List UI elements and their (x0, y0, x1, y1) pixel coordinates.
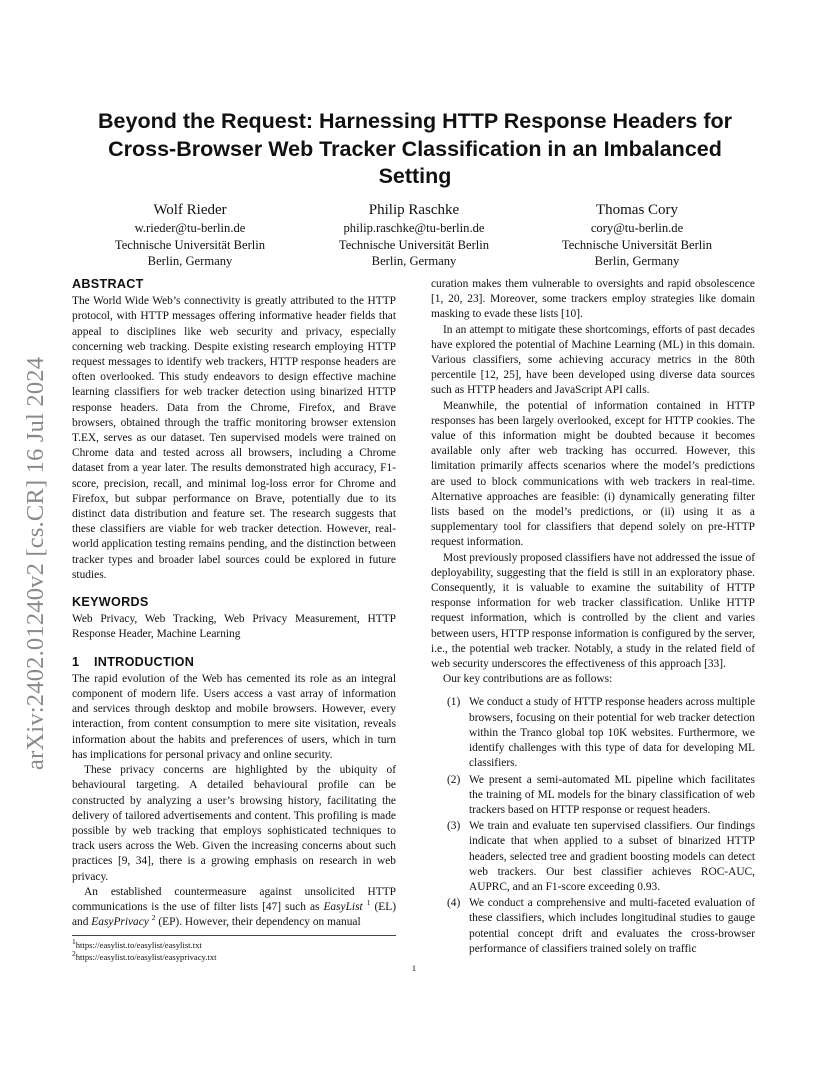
author-affiliation: Technische Universität Berlin (114, 237, 266, 252)
right-column (431, 277, 755, 958)
footnote-1 (72, 939, 396, 951)
author-2 (294, 200, 534, 270)
item-text: We conduct a comprehensive and multi-faceted evaluation of these classifiers, which includes longitudinal studies to gauge potential concept drift and evaluates the cross-browser performance of classifiers trained solely on traffic (469, 897, 755, 955)
page-number: 1 (411, 963, 417, 973)
intro-p3-part-c: (EP). However, their dependency on manual (155, 916, 361, 929)
author-name: Wolf Rieder (153, 202, 227, 218)
item-text: We train and evaluate ten supervised classifiers. Our findings indicate that when applied to a subset of binarized HTTP headers, selected tree and gradient boosting models can detect web trackers. Our best classifier achieves ROC-AUC, AUPRC, and an F1-score exceeding 0.93. (469, 820, 755, 893)
arxiv-identifier: arXiv:2402.01240v2 [cs.CR] 16 Jul 2024 (22, 356, 49, 770)
intro-paragraph-2: These privacy concerns are highlighted by the ubiquity of behavioural targeting. A detailed behavioural profile can be constructed by analyzing a user’s browsing history, facilitating the delivery of tailored advertisements and content. This profiling is made possible by web tracking that employs sophisticated techniques to track users across the Web. Given the increasing concerns about such practices [9, 34], there is a growing emphasis on research in web privacy. (72, 764, 396, 883)
intro-paragraph-continued: curation makes them vulnerable to oversights and rapid obsolescence [1, 20, 23]. Moreover, some trackers employ strategies like domain masking to evade these lists [10]. (431, 278, 755, 321)
footnote-2 (72, 951, 396, 963)
author-affiliation: Technische Universität Berlin (338, 237, 490, 252)
author-name: Philip Raschke (368, 202, 460, 218)
intro-paragraph-deployability: Most previously proposed classifiers have not addressed the issue of deployability, suggesting that the field is still in an exploratory phase. Consequently, it is valuable to examine the suitability of HTTP response information for web tracker classification. Unlike HTTP request information, which is controlled by the client and varies between users, HTTP response information is configured by the server, i.e., the potential web tracker. Notably, a study in the related field of web security underscores the effectiveness of this approach [33]. (431, 551, 755, 671)
author-name: Thomas Cory (595, 202, 679, 218)
item-text: We conduct a study of HTTP response headers across multiple browsers, focusing on their potential for web tracker detection within the Tranco global top 10K websites. Furthermore, we identify challenges with this type of data for developing ML classifiers. (469, 696, 755, 770)
footnote-ref-1: 1 (366, 898, 371, 908)
contribution-item (431, 819, 755, 895)
contribution-item (431, 896, 755, 957)
footnote-ref-2: 2 (151, 913, 156, 923)
easylist-term: EasyList (323, 900, 363, 913)
intro-p3-part-a: An established countermeasure against unsolicited HTTP communications is the use of filter lists [47] such as (72, 885, 396, 913)
intro-paragraph-3 (72, 885, 396, 931)
author-location: Berlin, Germany (594, 254, 680, 268)
author-email: cory@tu-berlin.de (590, 221, 684, 235)
footnote-mark: 1 (72, 937, 76, 947)
item-label: (1) (447, 696, 461, 709)
contribution-item (431, 695, 755, 771)
intro-p3-part-b: (EL) and (72, 900, 396, 929)
intro-paragraph-responses: Meanwhile, the potential of information contained in HTTP responses has been largely overlooked, except for HTTP cookies. The value of this information might be doubted because it becomes available only after web tracking has occurred. However, this limitation primarily affects scenarios where the model’s predictions are used to block communications with web trackers in real-time. Alternative approaches are feasible: (i) dynamically generating filter lists based on the model’s predictions, or (ii) using it as a supplementary tool for classifiers that depend solely on pre-HTTP request information. (431, 399, 755, 549)
intro-paragraph-ml: In an attempt to mitigate these shortcomings, efforts of past decades have explored the potential of Machine Learning (ML) in this domain. Various classifiers, some achieving accuracy metrics in the 80th percentile [12, 25], have been developed using diverse data sources such as HTTP headers and JavaScript API calls. (431, 323, 755, 397)
author-1 (70, 200, 310, 270)
contributions-lead: Our key contributions are as follows: (443, 673, 613, 686)
contribution-item (431, 773, 755, 819)
author-location: Berlin, Germany (371, 254, 457, 268)
author-3 (517, 200, 757, 270)
intro-paragraph-1: The rapid evolution of the Web has cemented its role as an integral component of modern life. Users access a vast array of information and services through desktop and mobile browsers. However, every interaction, from content consumption to mere site visitation, reveals information about the habits and preferences of users, which in turn has implications for personal privacy and online security. (72, 672, 396, 761)
section-title: INTRODUCTION (94, 654, 195, 669)
footnote-url: https://easylist.to/easylist/easylist.txt (75, 940, 202, 950)
keywords-text: Web Privacy, Web Tracking, Web Privacy Measurement, HTTP Response Header, Machine Learning (72, 613, 396, 641)
paper-title: Beyond the Request: Harnessing HTTP Response Headers for Cross-Browser Web Tracker Classification in an Imbalanced Setting (98, 109, 732, 188)
author-email: philip.raschke@tu-berlin.de (343, 221, 485, 235)
abstract-text: The World Wide Web’s connectivity is greatly attributed to the HTTP protocol, with HTTP messages offering informative header fields that appeal to disciplines like web security and privacy, especially concerning web tracking. Despite existing research employing HTTP request messages to identify web trackers, HTTP response headers are often overlooked. This study endeavors to design effective machine learning classifiers for web tracker detection using binarized HTTP response headers. Data from the Chrome, Firefox, and Brave browsers, obtained through the traffic monitoring browser extension T.EX, serves as our dataset. Ten supervised models were trained on Chrome data and tested across all browsers, including a Chrome dataset from a year later. The results demonstrated high accuracy, F1-score, precision, recall, and minimal log-loss error for Chrome and Firefox, but subpar performance on Brave, potentially due to its distinct data distribution and feature set. The research suggests that these classifiers are viable for web tracker detection. However, real-world application testing remains pending, and the distinction between tracker types and broader label sources could be explored in future studies. (72, 295, 396, 581)
item-label: (3) (447, 820, 461, 833)
abstract-heading: ABSTRACT (72, 277, 144, 291)
contributions-list (431, 695, 755, 956)
introduction-heading (72, 655, 396, 670)
footnote-url: https://easylist.to/easylist/easyprivacy.txt (75, 952, 217, 962)
item-label: (2) (447, 773, 461, 786)
author-location: Berlin, Germany (147, 254, 233, 268)
author-email: w.rieder@tu-berlin.de (134, 221, 246, 235)
item-label: (4) (447, 897, 461, 910)
item-text: We present a semi-automated ML pipeline which facilitates the training of ML models for the binary classification of web trackers based on HTTP response or request headers. (469, 773, 755, 816)
keywords-heading: KEYWORDS (72, 595, 149, 610)
footnote-mark: 2 (72, 949, 76, 959)
left-column (72, 277, 396, 930)
easyprivacy-term: EasyPrivacy (91, 916, 149, 929)
author-affiliation: Technische Universität Berlin (561, 237, 713, 252)
section-number: 1 (72, 654, 80, 669)
footnotes (72, 935, 396, 963)
